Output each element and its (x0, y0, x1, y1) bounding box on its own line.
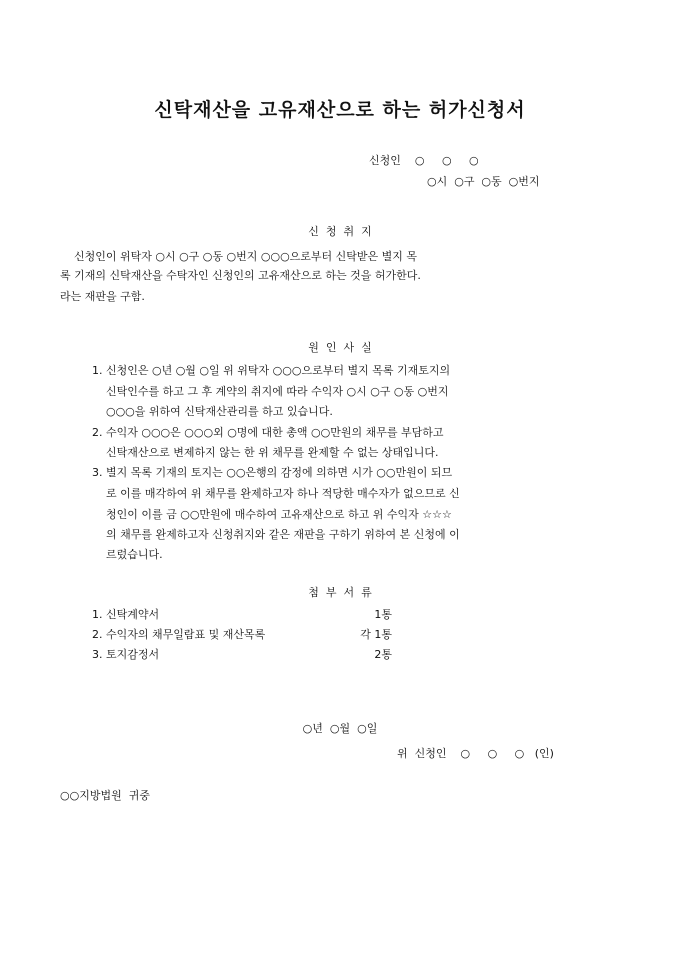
purpose-heading: 신 청 취 지 (308, 225, 372, 238)
attachment-count: 1통 (374, 608, 392, 621)
cause-line-7: 로 이를 매각하여 위 채무를 완제하고자 하나 적당한 매수자가 없으므로 신 (92, 487, 460, 500)
purpose-line-1: 신청인이 위탁자 ○시 ○구 ○동 ○번지 ○○○으로부터 신탁받은 별지 목 (60, 250, 418, 263)
cause-line-5: 신탁재산으로 변제하지 않는 한 위 채무를 완제할 수 없는 상태입니다. (92, 446, 439, 459)
cause-line-3: ○○○을 위하여 신탁재산관리를 하고 있습니다. (92, 405, 333, 418)
attachment-item (92, 646, 392, 662)
cause-line-9: 의 채무를 완제하고자 신청취지와 같은 재판을 구하기 위하여 본 신청에 이 (92, 528, 460, 541)
applicant-address-line: ○시 ○구 ○동 ○번지 (427, 175, 540, 188)
signature-line: 위 신청인 ○ ○ ○ (인) (397, 747, 554, 760)
purpose-line-2: 록 기재의 신탁재산을 수탁자인 신청인의 고유재산으로 하는 것을 허가한다. (60, 269, 421, 282)
cause-line-10: 르렀습니다. (92, 548, 163, 561)
attachments-heading: 첨 부 서 류 (308, 586, 372, 599)
court-line: ○○지방법원 귀중 (60, 789, 150, 802)
attachment-count: 각 1통 (360, 628, 392, 641)
attachment-item (92, 626, 392, 642)
applicant-name-line: 신청인 ○ ○ ○ (369, 154, 479, 167)
cause-line-2: 신탁인수를 하고 그 후 계약의 취지에 따라 수익자 ○시 ○구 ○동 ○번지 (92, 385, 449, 398)
attachment-label: 2. 수익자의 채무일람표 및 재산목록 (92, 628, 266, 641)
attachment-label: 3. 토지감정서 (92, 648, 160, 661)
cause-line-6: 3. 별지 목록 기재의 토지는 ○○은행의 감정에 의하면 시가 ○○만원이 되므 (92, 466, 453, 479)
cause-line-4: 2. 수익자 ○○○은 ○○○외 ○명에 대한 총액 ○○만원의 채무를 부담하고 (92, 426, 444, 439)
cause-line-1: 1. 신청인은 ○년 ○월 ○일 위 위탁자 ○○○으로부터 별지 목록 기재토지의 (92, 364, 451, 377)
attachment-label: 1. 신탁계약서 (92, 608, 160, 621)
document-title: 신탁재산을 고유재산으로 하는 허가신청서 (154, 99, 526, 121)
attachment-item (92, 606, 392, 622)
cause-heading: 원 인 사 실 (308, 341, 372, 354)
cause-line-8: 청인이 이를 금 ○○만원에 매수하여 고유재산으로 하고 위 수익자 ☆☆☆ (92, 508, 452, 521)
date-line: ○년 ○월 ○일 (302, 722, 378, 735)
purpose-line-3: 라는 재판을 구함. (60, 290, 145, 303)
attachment-count: 2통 (374, 648, 392, 661)
